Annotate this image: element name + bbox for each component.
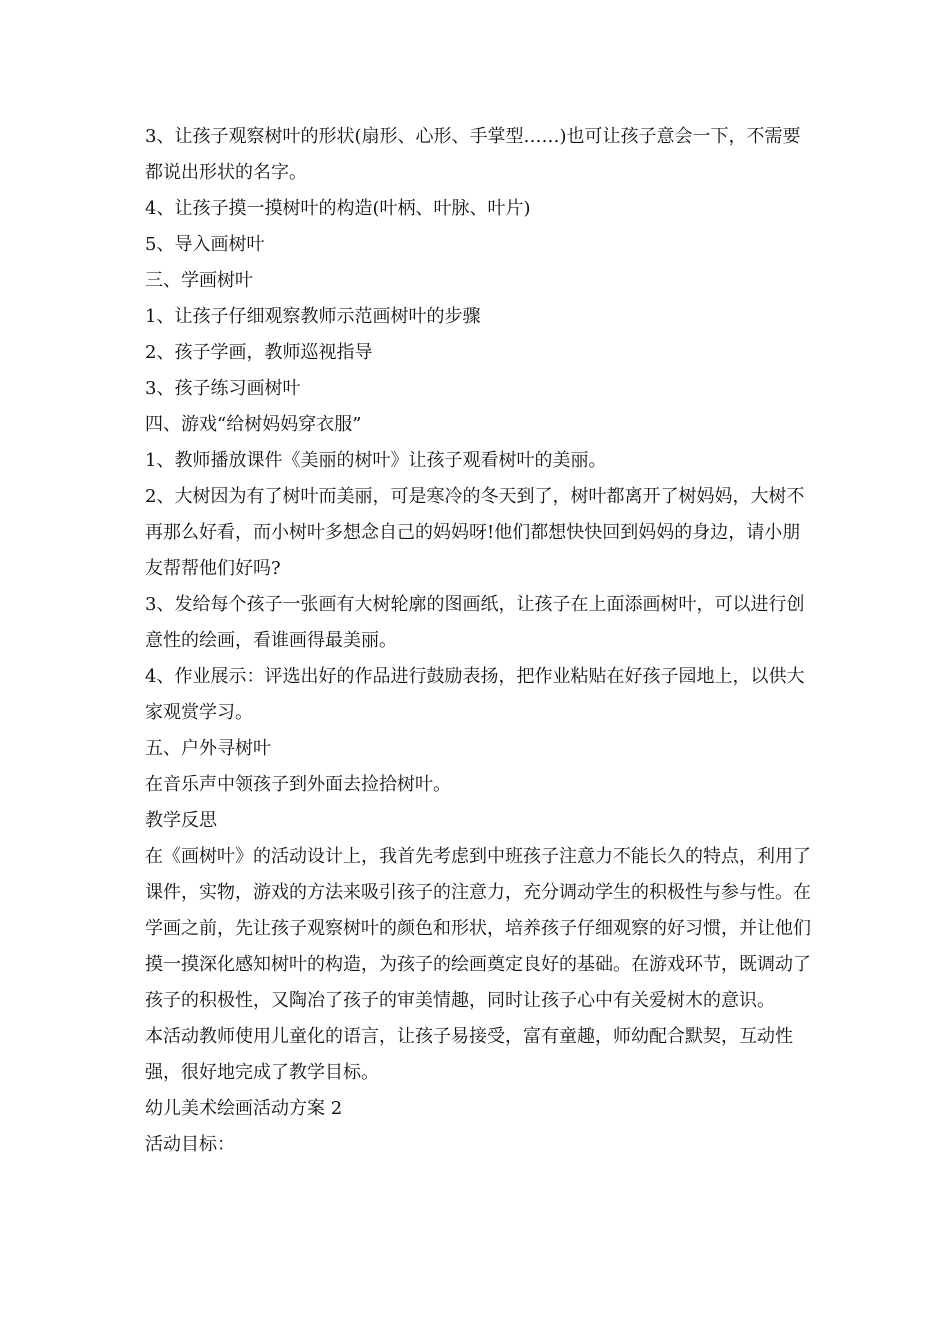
paragraph: 1、教师播放课件《美丽的树叶》让孩子观看树叶的美丽。 [145, 450, 607, 471]
paragraph: 1、让孩子仔细观察教师示范画树叶的步骤 [145, 306, 481, 327]
paragraph: 2、孩子学画，教师巡视指导 [145, 342, 373, 363]
paragraph: 本活动教师使用儿童化的语言，让孩子易接受，富有童趣，师幼配合默契，互动性强，很好地完成了教学目标。 [145, 1026, 793, 1083]
paragraph: 4、作业展示：评选出好的作品进行鼓励表扬，把作业粘贴在好孩子园地上，以供大家观赏学习。 [145, 666, 805, 723]
paragraph: 3、让孩子观察树叶的形状(扇形、心形、手掌型……)也可让孩子意会一下，不需要都说出形状的名字。 [145, 126, 801, 183]
paragraph: 3、发给每个孩子一张画有大树轮廓的图画纸，让孩子在上面添画树叶，可以进行创意性的绘画，看谁画得最美丽。 [145, 594, 805, 651]
paragraph: 4、让孩子摸一摸树叶的构造(叶柄、叶脉、叶片) [145, 198, 531, 219]
paragraph: 2、大树因为有了树叶而美丽，可是寒冷的冬天到了，树叶都离开了树妈妈，大树不再那么好看，而小树叶多想念自己的妈妈呀!他们都想快快回到妈妈的身边，请小朋友帮帮他们好吗? [145, 486, 805, 579]
section-heading: 教学反思 [145, 810, 217, 831]
section-heading: 四、游戏“给树妈妈穿衣服” [145, 414, 362, 435]
section-heading: 五、户外寻树叶 [145, 738, 271, 759]
paragraph: 5、导入画树叶 [145, 234, 265, 255]
section-heading: 三、学画树叶 [145, 270, 253, 291]
document-body [145, 119, 817, 1163]
paragraph: 在《画树叶》的活动设计上，我首先考虑到中班孩子注意力不能长久的特点，利用了课件，实物，游戏的方法来吸引孩子的注意力，充分调动学生的积极性与参与性。在学画之前，先让孩子观察树叶的颜色和形状，培养孩子仔细观察的好习惯，并让他们摸一摸深化感知树叶的构造，为孩子的绘画奠定良好的基础。在游戏环节，既调动了孩子的积极性，又陶冶了孩子的审美情趣，同时让孩子心中有关爱树木的意识。 [145, 846, 811, 1011]
paragraph: 3、孩子练习画树叶 [145, 378, 301, 399]
section-heading: 活动目标： [145, 1134, 235, 1155]
paragraph: 在音乐声中领孩子到外面去捡拾树叶。 [145, 774, 451, 795]
section-heading: 幼儿美术绘画活动方案 2 [145, 1098, 343, 1119]
